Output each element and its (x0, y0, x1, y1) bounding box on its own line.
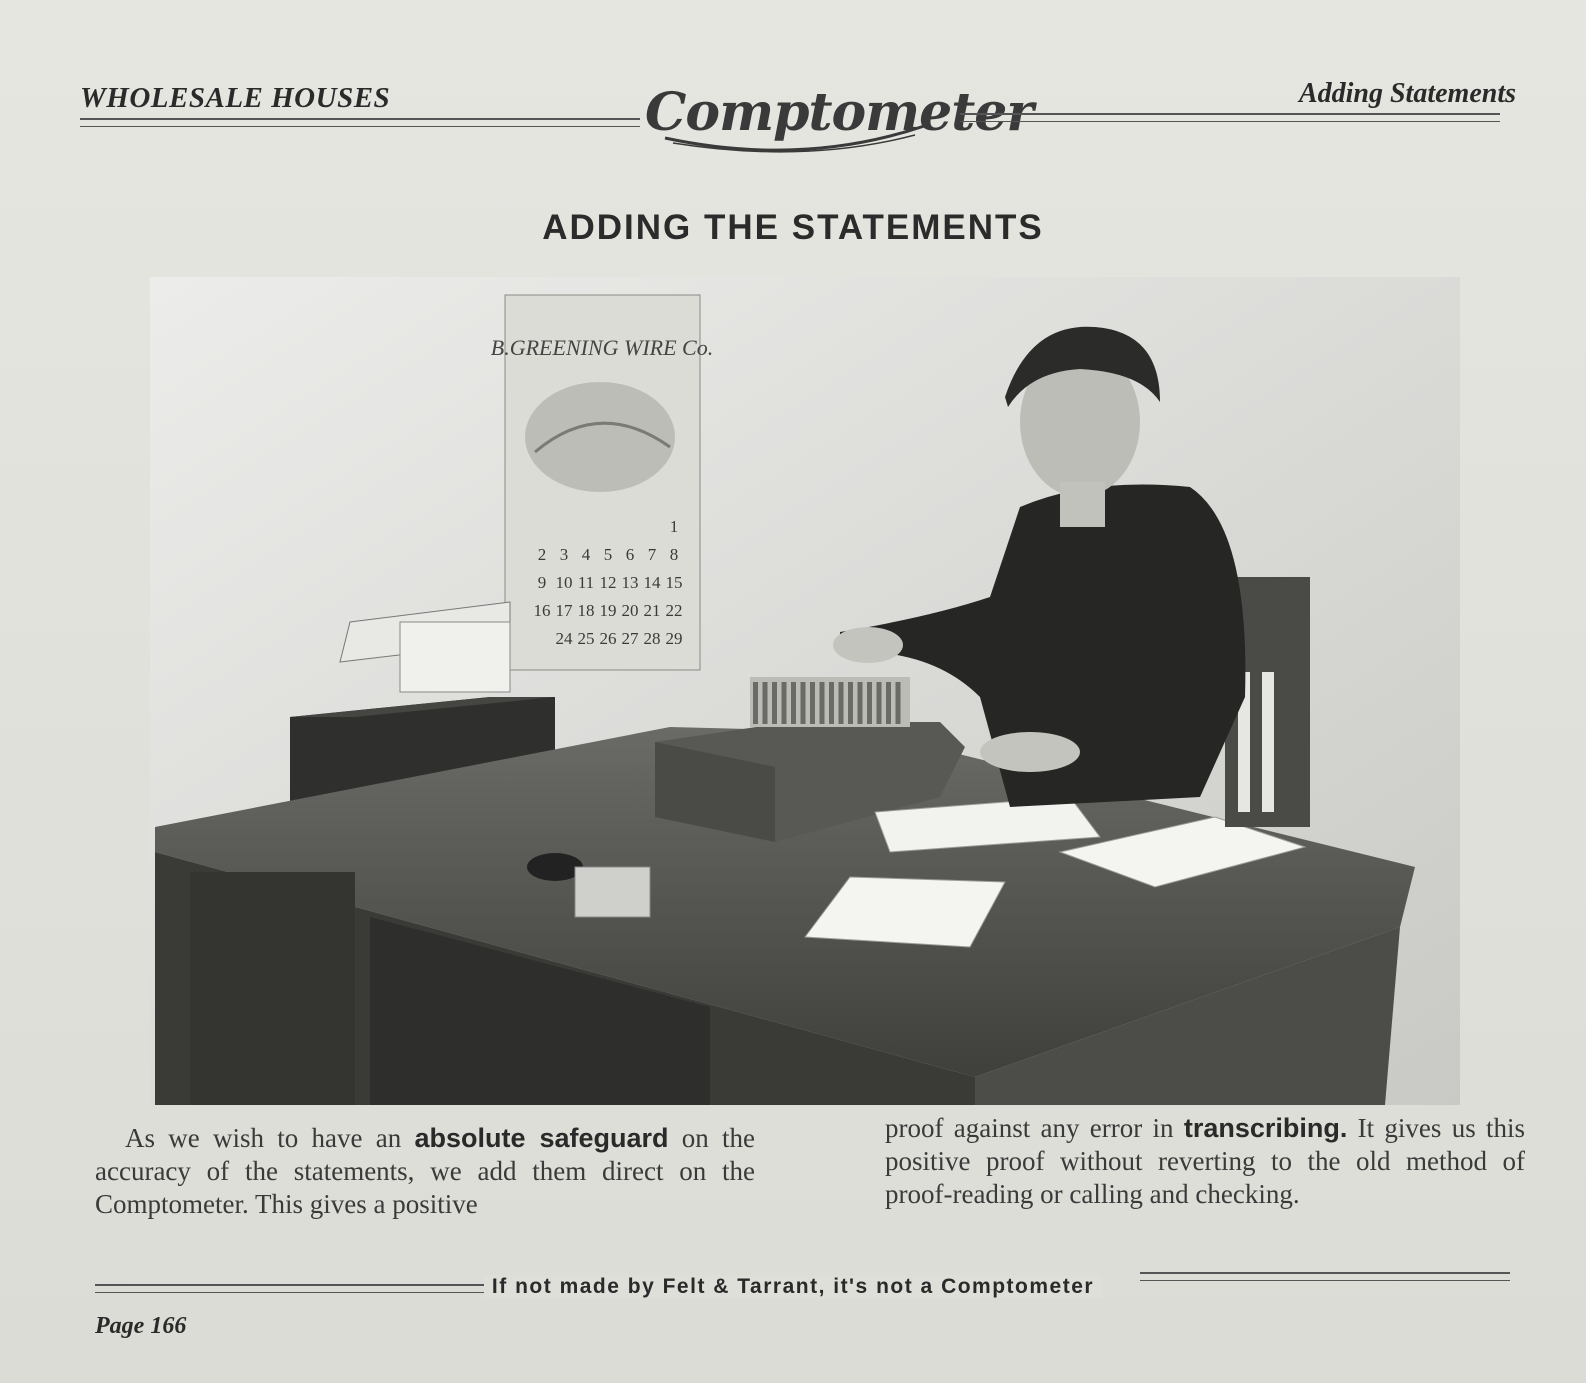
calendar-day: 26 (599, 629, 617, 648)
page-number: Page 166 (95, 1313, 187, 1339)
calendar-day: 17 (555, 601, 573, 620)
section-header: WHOLESALE HOUSES (80, 82, 391, 114)
calendar-day: 15 (665, 573, 683, 592)
calendar-day: 6 (625, 545, 635, 564)
calendar-day: 10 (555, 573, 573, 592)
calendar-day: 25 (577, 629, 595, 648)
machine-key-column (772, 682, 777, 724)
calendar-day: 14 (643, 573, 661, 592)
calendar-day: 22 (665, 601, 683, 620)
calendar-day: 19 (599, 601, 617, 620)
calendar-day: 8 (669, 545, 679, 564)
page-title: ADDING THE STATEMENTS (542, 208, 1044, 247)
machine-key-column (877, 682, 882, 724)
calendar-day: 20 (621, 601, 639, 620)
photo-illustration (150, 277, 1460, 1105)
header-rule-left (80, 118, 640, 127)
calendar-day: 12 (599, 573, 617, 592)
calendar-day: 7 (647, 545, 657, 564)
photograph-woman-at-comptometer (150, 277, 1460, 1105)
calendar-day: 11 (577, 573, 595, 592)
logo-wordmark: Comptometer (645, 82, 1033, 143)
wall-calendar (491, 295, 713, 670)
body-left-pre: As we wish to have an (125, 1123, 415, 1153)
calendar-day: 2 (537, 545, 547, 564)
comptometer-logo (645, 80, 1033, 160)
machine-key-column (782, 682, 787, 724)
machine-key-column (896, 682, 901, 724)
body-text-right (885, 1112, 1525, 1211)
body-right-post: It gives us this positive proof without reverting to the old method of proof-reading or calling and checking. (885, 1113, 1525, 1209)
calendar-day: 3 (559, 545, 569, 564)
machine-key-column (886, 682, 891, 724)
body-left-post: on the accuracy of the statements, we add them direct on the Comptometer. This gives a positive (95, 1123, 755, 1219)
machine-key-column (753, 682, 758, 724)
footer-rule-right (1140, 1272, 1510, 1281)
calendar-day: 18 (577, 601, 595, 620)
topic-header: Adding Statements (1298, 78, 1516, 109)
machine-key-column (839, 682, 844, 724)
calendar-day: 9 (537, 573, 547, 592)
calendar-day: 27 (621, 629, 639, 648)
emphasis-transcribing: transcribing. (1183, 1113, 1348, 1143)
machine-key-column (829, 682, 834, 724)
body-text-left (95, 1122, 755, 1221)
calendar-day: 21 (643, 601, 661, 620)
machine-key-column (763, 682, 768, 724)
machine-key-column (858, 682, 863, 724)
calendar-day: 4 (581, 545, 591, 564)
footer-slogan-text: If not made by Felt & Tarrant, it's not a Comptometer (484, 1275, 1102, 1298)
emphasis-absolute-safeguard: absolute safeguard (414, 1123, 669, 1153)
machine-key-column (820, 682, 825, 724)
calendar-day: 24 (555, 629, 573, 648)
machine-key-column (801, 682, 806, 724)
header-rule-right (960, 113, 1500, 122)
calendar-day: 28 (643, 629, 661, 648)
calendar-day: 16 (533, 601, 551, 620)
calendar-day: 5 (603, 545, 613, 564)
machine-key-column (848, 682, 853, 724)
calendar-day: 13 (621, 573, 639, 592)
body-right-pre: proof against any error in (885, 1113, 1184, 1143)
machine-key-column (791, 682, 796, 724)
machine-key-column (867, 682, 872, 724)
calendar-day: 1 (669, 517, 679, 536)
calendar-heading: B.GREENING WIRE Co. (490, 335, 714, 360)
machine-key-column (810, 682, 815, 724)
calendar-day: 29 (665, 629, 683, 648)
